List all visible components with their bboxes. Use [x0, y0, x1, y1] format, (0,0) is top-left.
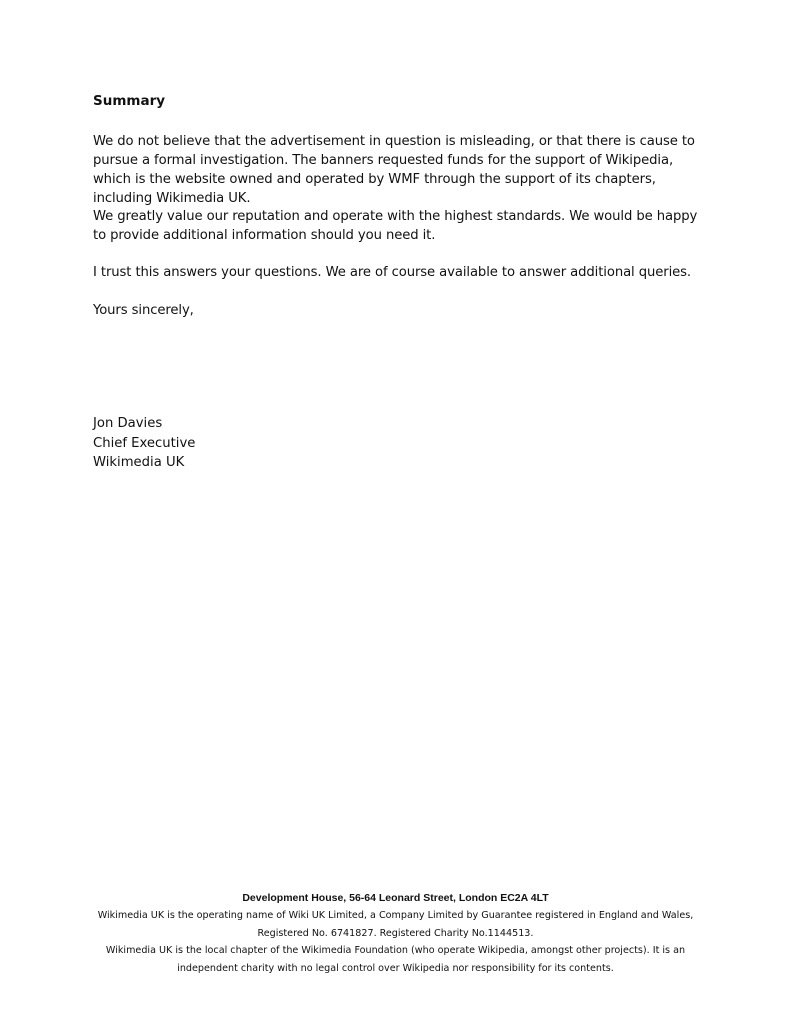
signatory-organization: Wikimedia UK: [93, 455, 185, 470]
footer-address: Development House, 56-64 Leonard Street, London EC2A 4LT: [242, 892, 549, 904]
signatory-name: Jon Davies: [93, 416, 163, 431]
page-footer: [60, 889, 731, 977]
section-heading: Summary: [93, 93, 166, 109]
valediction: Yours sincerely,: [93, 303, 194, 318]
footer-legal-line-4: independent charity with no legal control over Wikipedia nor responsibility for its contents.: [177, 962, 614, 974]
footer-legal-line-1: Wikimedia UK is the operating name of Wiki UK Limited, a Company Limited by Guarantee registered in England and Wales,: [97, 910, 694, 921]
signature-block: [93, 414, 195, 473]
paragraph-closing: I trust this answers your questions. We are of course available to answer additional queries.: [93, 265, 692, 280]
signatory-title: Chief Executive: [93, 435, 196, 451]
footer-legal-line-3: Wikimedia UK is the local chapter of the Wikimedia Foundation (who operate Wikipedia, amongst other projects). It is an: [105, 945, 686, 956]
paragraph-conclusion: We do not believe that the advertisement in question is misleading, or that there is cause to pursue a formal investigation. The banners requested funds for the support of Wikipedia, which is the website owned and operated by WMF through the support of its chapters, including Wikimedia UK.: [93, 134, 695, 206]
paragraph-reputation: We greatly value our reputation and operate with the highest standards. We would be happy to provide additional information should you need it.: [93, 209, 698, 243]
footer-legal-line-2: Registered No. 6741827. Registered Charity No.1144513.: [257, 927, 534, 939]
